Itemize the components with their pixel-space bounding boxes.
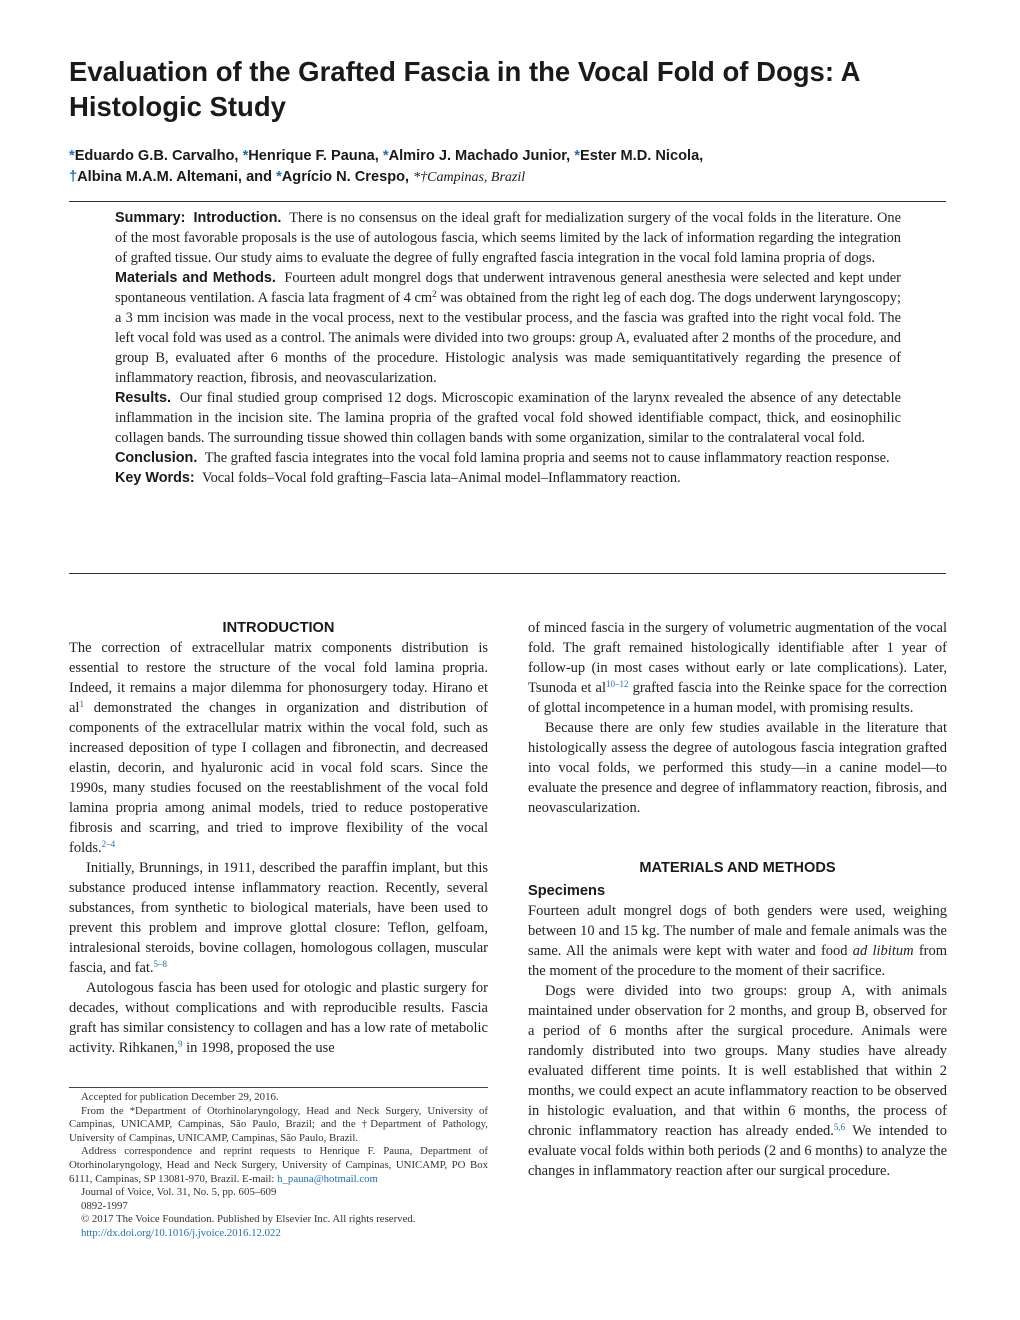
abstract-results — [115, 388, 901, 448]
footnote-accepted: Accepted for publication December 29, 2016. — [81, 1091, 279, 1103]
article-title: Evaluation of the Grafted Fascia in the Vocal Fold of Dogs: A Histologic Study — [69, 56, 860, 122]
author-mark: * — [382, 148, 389, 164]
summary-label: Summary: — [115, 210, 186, 226]
intro-paragraph-2 — [69, 858, 488, 978]
methods-superscript: 2 — [432, 289, 437, 299]
abstract-bottom-rule — [69, 573, 946, 574]
citation-link[interactable]: 10–12 — [606, 679, 629, 689]
keywords-label: Key Words: — [115, 470, 195, 486]
intro-p2-text: Initially, Brunnings, in 1911, described the paraffin implant, but this substance produced intense inflammatory reaction. Recently, several substances, from synthetic to biological materials, have been used to prevent this problem and improve glottal closure: Teflon, gelfoam, intralesional steroids, bovine collagen, homologous collagen, muscular fascia, and fat. — [69, 860, 488, 976]
methods-text-continued: was obtained from the right leg of each dog. The dogs underwent laryngoscopy; a 3 mm incision was made in the vocal process, next to the vestibular process, and the fascia was grafted into the right vocal fold. The left vocal fold was used as a control. The animals were divided into two groups: group A, evaluated after 2 months of the procedure, and group B, evaluated after 6 months of the procedure. Histologic analysis was made semiquantitatively regarding the presence of inflammatory reaction, fibrosis, and neovascularization. — [115, 290, 901, 386]
intro-p3-text-continued: in 1998, proposed the use — [182, 1040, 335, 1056]
footnote-journal: Journal of Voice, Vol. 31, No. 5, pp. 605–609 — [81, 1186, 277, 1199]
intro-p1-text-continued: demonstrated the changes in organization and distribution of components of the extracellular matrix within the vocal fold, such as increased deposition of type I collagen and fibronectin, and decreased elastin, decorin, and hyaluronic acid in vocal fold scars. Since the 1990s, many studies focused on the reestablishment of the vocal fold lamina propria among animal models, tried to reduce postoperative fibrosis and scarring, and tried to improve flexibility of the vocal folds. — [69, 700, 488, 856]
intro-p4-text-continued: grafted fascia into the Reinke space for the correction of glottal incompetence in a human model, with promising results. — [528, 680, 947, 716]
footnotes — [69, 1091, 488, 1241]
author-list — [69, 146, 949, 188]
abstract-conclusion — [115, 448, 901, 468]
author-and: and — [246, 169, 273, 185]
author-mark: * — [242, 148, 249, 164]
intro-p3-text: Autologous fascia has been used for otologic and plastic surgery for decades, without complications and with reproducible results. Fascia graft has similar consistency to collagen and has a low rate of metabolic activity. Rihkanen, — [69, 980, 488, 1056]
methods-heading: MATERIALS AND METHODS — [639, 860, 836, 876]
author-name: Almiro J. Machado Junior, — [388, 148, 571, 164]
methods-p1-italic: ad libitum — [852, 943, 914, 959]
citation-link[interactable]: 5,6 — [833, 1122, 846, 1132]
author-mark: * — [69, 148, 75, 164]
footnote-rule — [69, 1087, 488, 1088]
methods-p2-text-continued: We intended to evaluate vocal folds within both periods (2 and 6 months) to analyze the changes in inflammatory reaction after our surgical procedure. — [528, 1123, 947, 1179]
methods-text: Fourteen adult mongrel dogs that underwent intravenous general anesthesia were selected and kept under spontaneous ventilation. A fascia lata fragment of 4 cm — [115, 270, 901, 306]
intro-paragraph-3 — [69, 978, 488, 1058]
introduction-text: There is no consensus on the ideal graft for medialization surgery of the vocal folds in the literature. One of the most favorable proposals is the use of autologous fascia, which seems limited by the lack of information regarding the integration of grafted tissue. Our study aims to evaluate the degree of fully engrafted fascia integration in the vocal fold lamina propria of dogs. — [115, 210, 901, 266]
footnote-copyright: © 2017 The Voice Foundation. Published by Elsevier Inc. All rights reserved. — [81, 1213, 416, 1226]
author-name: Albina M.A.M. Altemani, — [77, 169, 242, 185]
specimens-subheading: Specimens — [528, 883, 606, 899]
right-column — [528, 618, 947, 1181]
footnote-address-text: Address correspondence and reprint requests to Henrique F. Pauna, Department of Otorhinolaryngology, Head and Neck Surgery, University of Campinas, UNICAMP, PO Box 6111, Campinas, SP 13081-970, Brazil. E-mail: — [69, 1145, 488, 1185]
introduction-heading: INTRODUCTION — [222, 620, 335, 636]
introduction-label: Introduction. — [193, 210, 282, 226]
abstract-keywords — [115, 468, 901, 488]
methods-paragraph-1 — [528, 901, 947, 981]
left-column — [69, 618, 488, 1058]
abstract — [115, 208, 901, 488]
keywords-text: Vocal folds–Vocal fold grafting–Fascia lata–Animal model–Inflammatory reaction. — [202, 470, 681, 486]
intro-paragraph-4 — [528, 618, 947, 718]
doi-link[interactable]: http://dx.doi.org/10.1016/j.jvoice.2016.12.022 — [81, 1226, 281, 1239]
author-mark: * — [276, 169, 282, 185]
results-label: Results. — [115, 390, 171, 406]
footnote-issn: 0892-1997 — [81, 1199, 128, 1212]
abstract-top-rule — [69, 201, 946, 202]
citation-link[interactable]: 9 — [178, 1039, 183, 1049]
citation-link[interactable]: 1 — [79, 699, 84, 709]
conclusion-text: The grafted fascia integrates into the vocal fold lamina propria and seems not to cause inflammatory reaction response. — [204, 450, 890, 466]
intro-p1-text: The correction of extracellular matrix components distribution is essential to restore the structure of the vocal fold lamina propria. Indeed, it remains a major dilemma for phonosurgery today. Hirano et al — [69, 640, 488, 716]
author-name: Agrício N. Crespo, — [281, 169, 410, 185]
author-mark: * — [574, 148, 580, 164]
citation-link[interactable]: 2–4 — [101, 839, 116, 849]
citation-link[interactable]: 5–8 — [153, 959, 168, 969]
abstract-methods — [115, 268, 901, 388]
author-mark: † — [69, 169, 78, 185]
author-name: Ester M.D. Nicola, — [579, 148, 704, 164]
author-location: *†Campinas, Brazil — [413, 170, 526, 185]
abstract-introduction — [115, 208, 901, 268]
footnote-affiliations: From the *Department of Otorhinolaryngology, Head and Neck Surgery, University of Campinas, UNICAMP, Campinas, São Paulo, Brazil; and the †Department of Pathology, University of Campinas, UNICAMP, Campinas, São Paulo, Brazil. — [69, 1104, 488, 1144]
footnote-address — [69, 1145, 488, 1186]
intro-paragraph-5: Because there are only few studies available in the literature that histologically assess the degree of autologous fascia integration grafted into vocal folds, we performed this study—in a canine model—to evaluate the presence and degree of inflammatory reaction, fibrosis, and neovascularization. — [528, 720, 947, 816]
intro-paragraph-1 — [69, 638, 488, 858]
author-name: Eduardo G.B. Carvalho, — [74, 148, 239, 164]
email-link[interactable]: h_pauna@hotmail.com — [277, 1172, 378, 1185]
methods-p1-text: Fourteen adult mongrel dogs of both genders were used, weighing between 10 and 15 kg. The number of male and female animals was the same. All the animals were kept with water and food — [528, 903, 947, 959]
methods-p1-text-continued: from the moment of the procedure to the moment of their sacrifice. — [528, 943, 947, 979]
methods-label: Materials and Methods. — [115, 270, 276, 286]
intro-p4-text: of minced fascia in the surgery of volumetric augmentation of the vocal fold. The graft remained histologically identifiable after 1 year of follow-up (in most cases without early or late complications). Later, Tsunoda et al — [528, 620, 947, 696]
results-text: Our final studied group comprised 12 dogs. Microscopic examination of the larynx revealed the absence of any detectable inflammation in the incision site. The lamina propria of the grafted vocal fold showed identifiable compact, thick, and eosinophilic collagen bands. The surrounding tissue showed thin collagen bands with some organization, similar to the contralateral vocal fold. — [115, 390, 901, 446]
conclusion-label: Conclusion. — [115, 450, 198, 466]
author-name: Henrique F. Pauna, — [248, 148, 379, 164]
methods-p2-text: Dogs were divided into two groups: group A, with animals maintained under observation for 2 months, and group B, observed for a period of 6 months after the surgical procedure. Animals were randomly distributed into two groups. Many studies have already evaluated different time points. It is well established that within 2 months, we could expect an acute inflammatory reaction to be observed in histologic evaluation, and that within 6 months, the process of chronic inflammatory reaction has already ended. — [528, 983, 947, 1139]
methods-paragraph-2 — [528, 981, 947, 1181]
